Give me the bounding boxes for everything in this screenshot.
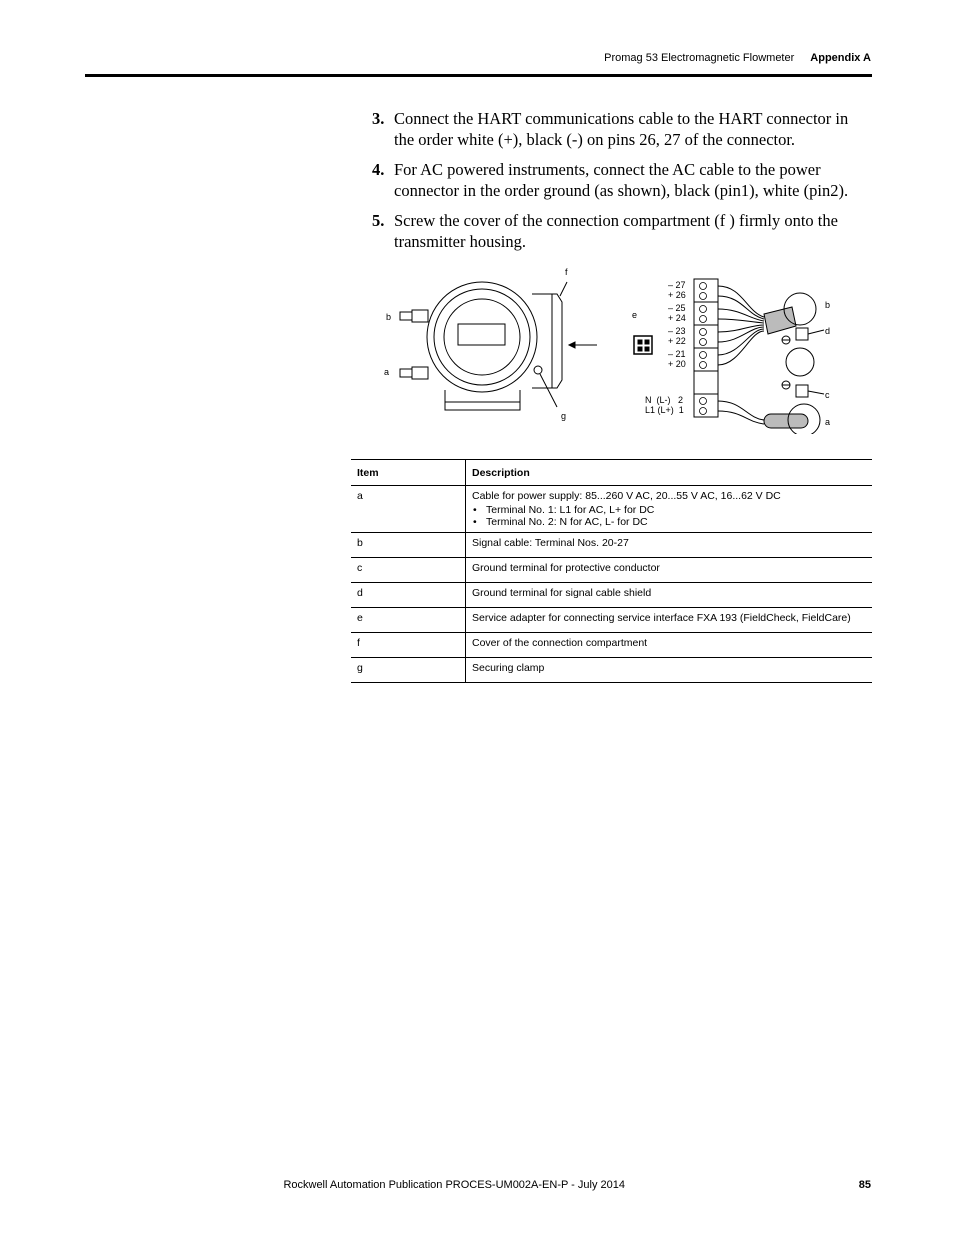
table-row [351,658,872,683]
item-cell: g [351,658,466,683]
table-row [351,486,872,533]
column-header-description: Description [466,460,873,486]
step-3 [372,108,862,150]
table-header-row [351,460,872,486]
item-cell: f [351,633,466,658]
bullet-item: • Terminal No. 1: L1 for AC, L+ for DC [486,504,866,516]
description-cell: Signal cable: Terminal Nos. 20-27 [466,533,873,558]
step-text: For AC powered instruments, connect the AC cable to the power connector in the order ground (as shown), black (pin1), white (pin2). [394,160,849,200]
label-e: e [632,310,638,320]
page-number: 85 [858,1179,871,1191]
description-cell [466,486,873,533]
bullet-item: • Terminal No. 2: N for AC, L- for DC [486,516,866,528]
label-f: f [565,267,568,277]
step-4 [372,159,862,201]
item-cell: e [351,608,466,633]
step-text: Connect the HART communications cable to the HART connector in the order white (+), black (-) on pins 26, 27 of the connector. [394,109,849,149]
header-rule [85,74,872,77]
terminal-21: – 21 [668,349,686,359]
terminal-strip [694,279,824,434]
label-g: g [561,411,567,421]
description-cell: Securing clamp [466,658,873,683]
header-section: Appendix A [810,52,871,64]
wiring-diagram [372,262,852,434]
label-b-right: b [825,300,831,310]
terminal-23: – 23 [668,326,686,336]
step-number: 4. [372,160,385,179]
publication-info: Rockwell Automation Publication PROCES-UM002A-EN-P - July 2014 [283,1179,625,1191]
description-text: Cable for power supply: 85...260 V AC, 20...55 V AC, 16...62 V DC [472,490,781,502]
instruction-steps [372,108,862,261]
step-number: 3. [372,109,385,128]
item-cell: d [351,583,466,608]
transmitter-housing [400,282,597,410]
description-cell: Ground terminal for signal cable shield [466,583,873,608]
label-d: d [825,326,831,336]
label-a-right: a [825,417,831,427]
service-adapter-icon [634,336,652,354]
terminal-2: N (L-) 2 [645,395,684,405]
table-row [351,583,872,608]
step-5 [372,210,862,252]
table-row [351,633,872,658]
item-cell: b [351,533,466,558]
step-text: Screw the cover of the connection compartment (f ) firmly onto the transmitter housing. [394,211,838,251]
step-number: 5. [372,211,385,230]
table-row [351,608,872,633]
table-row [351,558,872,583]
description-cell: Cover of the connection compartment [466,633,873,658]
column-header-item: Item [351,460,466,486]
label-c: c [825,390,830,400]
terminal-20: + 20 [668,359,686,369]
terminal-25: – 25 [668,303,686,313]
terminal-27: – 27 [668,280,686,290]
terminal-26: + 26 [668,290,686,300]
terminal-1: L1 (L+) 1 [645,405,684,415]
label-b-left: b [386,312,392,322]
terminal-24: + 24 [668,313,686,323]
wiring-figure [372,262,852,434]
description-cell: Ground terminal for protective conductor [466,558,873,583]
table-row [351,533,872,558]
description-cell: Service adapter for connecting service interface FXA 193 (FieldCheck, FieldCare) [466,608,873,633]
items-table [351,459,872,683]
label-a-left: a [384,367,390,377]
bullet-list [472,504,866,528]
terminal-22: + 22 [668,336,686,346]
page-header [604,52,871,64]
header-title: Promag 53 Electromagnetic Flowmeter [604,52,795,64]
item-cell: a [351,486,466,533]
item-cell: c [351,558,466,583]
